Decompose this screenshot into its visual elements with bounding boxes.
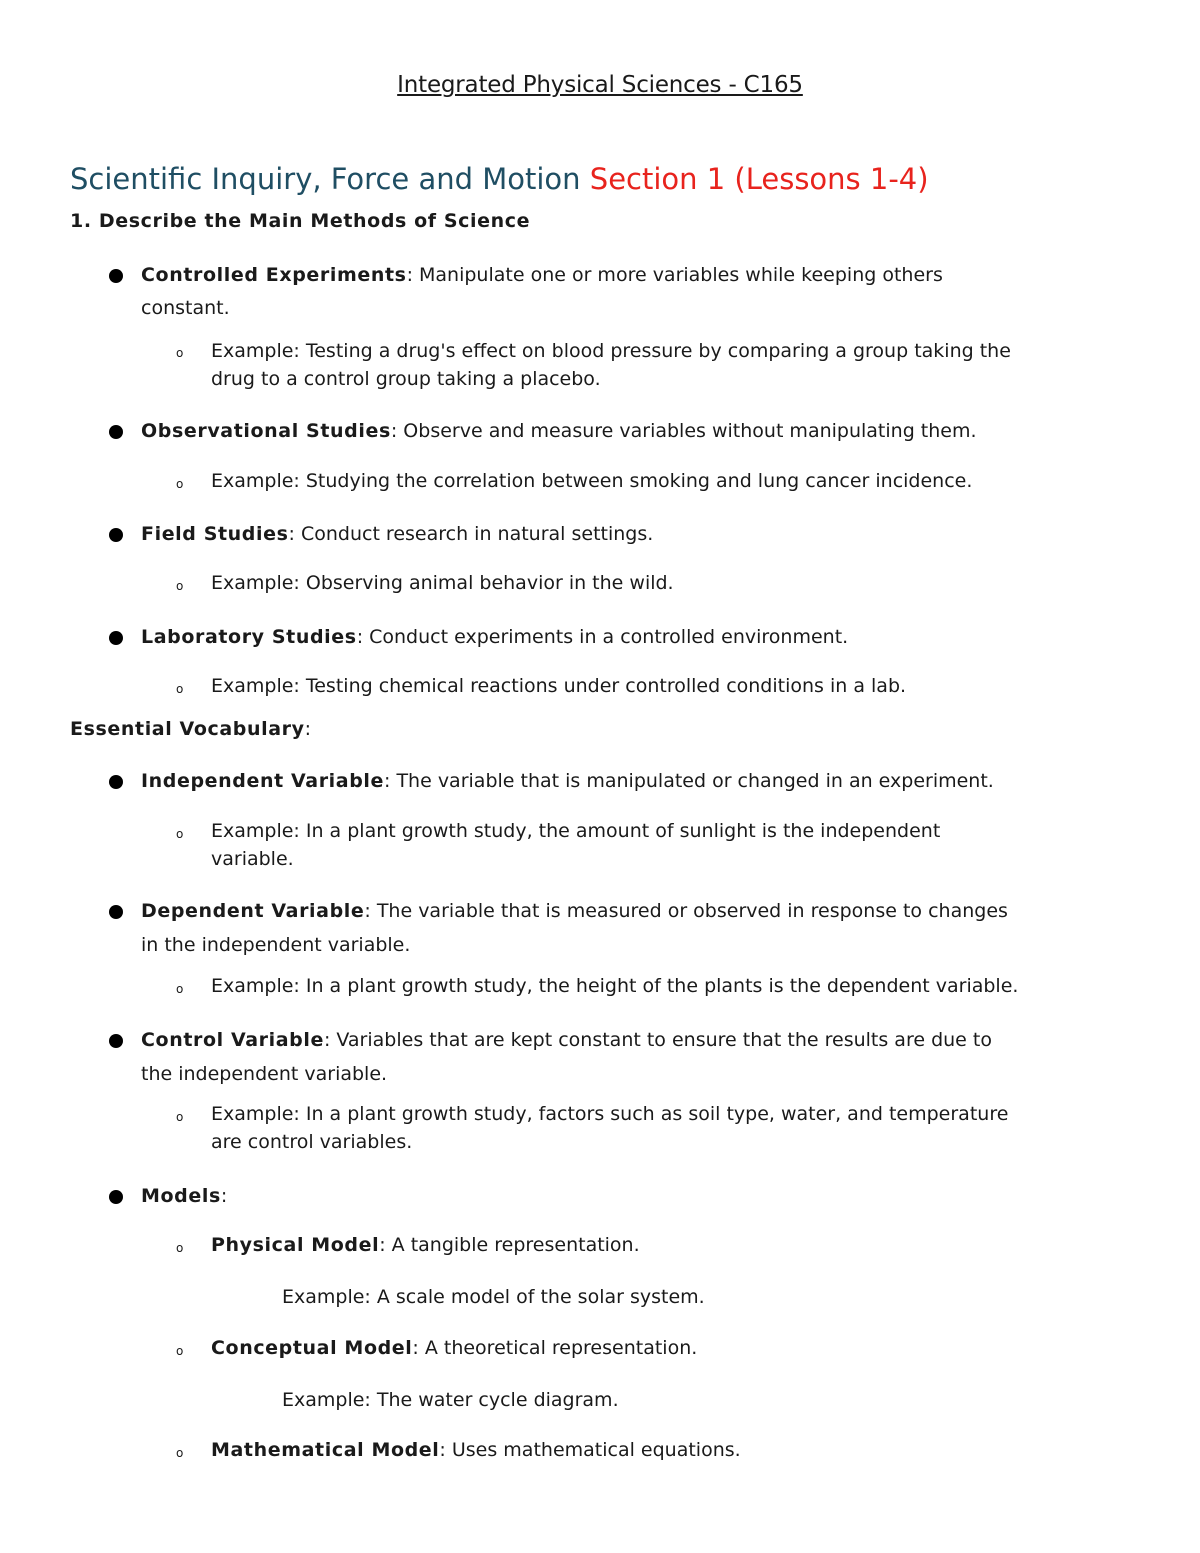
bullet-icon xyxy=(109,269,123,283)
bullet-icon xyxy=(109,425,123,439)
method-item-laboratory-studies xyxy=(141,621,848,653)
example-continuation: variable. xyxy=(211,848,294,870)
method-item-observational-studies xyxy=(141,415,977,447)
term-label: Control Variable xyxy=(141,1029,324,1051)
definition-text: : The variable that is manipulated or changed in an experiment. xyxy=(384,770,994,792)
vocab-item-independent-variable xyxy=(141,765,994,797)
model-item-conceptual xyxy=(211,1334,697,1362)
sub-bullet-icon: o xyxy=(176,982,184,996)
document-title: Integrated Physical Sciences - C165 xyxy=(397,72,803,98)
definition-text: : Variables that are kept constant to ensure that the results are due to xyxy=(323,1029,992,1051)
model-item-physical xyxy=(211,1231,640,1259)
example-continuation: are control variables. xyxy=(211,1131,413,1153)
example-text: Example: Testing a drug's effect on blood pressure by comparing a group taking the xyxy=(211,340,1011,362)
sub-bullet-icon: o xyxy=(176,1110,184,1124)
example-text: Example: Testing chemical reactions under controlled conditions in a lab. xyxy=(211,675,907,697)
definition-text: : The variable that is measured or observed in response to changes xyxy=(364,900,1008,922)
sub-bullet-icon: o xyxy=(176,477,184,491)
example-text: Example: In a plant growth study, the height of the plants is the dependent variable. xyxy=(211,975,1019,997)
definition-continuation: the independent variable. xyxy=(141,1063,388,1085)
example-text: Example: In a plant growth study, factors such as soil type, water, and temperature xyxy=(211,1103,1009,1125)
term-label: Mathematical Model xyxy=(211,1439,440,1461)
sub-bullet-icon: o xyxy=(176,579,184,593)
example-text: Example: In a plant growth study, the amount of sunlight is the independent xyxy=(211,820,941,842)
term-label: Laboratory Studies xyxy=(141,626,357,648)
definition-text: : Conduct research in natural settings. xyxy=(288,523,654,545)
vocabulary-heading xyxy=(70,718,311,740)
bullet-icon xyxy=(109,905,123,919)
example-continuation: drug to a control group taking a placebo. xyxy=(211,368,601,390)
method-item-controlled-experiments xyxy=(141,259,943,291)
definition-text: : Observe and measure variables without manipulating them. xyxy=(390,420,977,442)
term-label: Controlled Experiments xyxy=(141,264,407,286)
definition-text: : Conduct experiments in a controlled environment. xyxy=(356,626,849,648)
vocab-item-dependent-variable xyxy=(141,895,1008,927)
vocab-item-control-variable xyxy=(141,1024,992,1056)
sub-bullet-icon: o xyxy=(176,1446,184,1460)
sub-bullet-icon: o xyxy=(176,1344,184,1358)
term-label: Dependent Variable xyxy=(141,900,365,922)
sub-bullet-icon: o xyxy=(176,346,184,360)
example-text: Example: Observing animal behavior in the wild. xyxy=(211,572,674,594)
definition-text: : Uses mathematical equations. xyxy=(439,1439,741,1461)
term-label: Independent Variable xyxy=(141,770,384,792)
vocabulary-heading-label: Essential Vocabulary xyxy=(70,718,305,740)
definition-continuation: constant. xyxy=(141,297,230,319)
bullet-icon xyxy=(109,775,123,789)
model-item-mathematical xyxy=(211,1436,741,1464)
sub-bullet-icon: o xyxy=(176,682,184,696)
definition-continuation: in the independent variable. xyxy=(141,934,411,956)
model-example-text: Example: A scale model of the solar system. xyxy=(282,1286,705,1308)
definition-text: : A tangible representation. xyxy=(379,1234,640,1256)
method-item-field-studies xyxy=(141,518,653,550)
term-label: Physical Model xyxy=(211,1234,380,1256)
term-label: Models xyxy=(141,1185,221,1207)
vocab-item-models xyxy=(141,1180,227,1212)
heading-section-label: Section 1 (Lessons 1-4) xyxy=(589,162,929,196)
methods-subheading: 1. Describe the Main Methods of Science xyxy=(70,210,531,232)
example-text: Example: Studying the correlation between smoking and lung cancer incidence. xyxy=(211,470,973,492)
bullet-icon xyxy=(109,631,123,645)
term-label: Field Studies xyxy=(141,523,289,545)
definition-text: : Manipulate one or more variables while keeping others xyxy=(406,264,943,286)
term-label: Observational Studies xyxy=(141,420,391,442)
definition-text: : xyxy=(220,1185,228,1207)
bullet-icon xyxy=(109,1034,123,1048)
model-example-text: Example: The water cycle diagram. xyxy=(282,1389,619,1411)
sub-bullet-icon: o xyxy=(176,827,184,841)
vocabulary-heading-colon: : xyxy=(304,718,311,740)
definition-text: : A theoretical representation. xyxy=(412,1337,698,1359)
heading-main: Scientific Inquiry, Force and Motion xyxy=(70,162,590,196)
section-heading xyxy=(70,162,929,196)
term-label: Conceptual Model xyxy=(211,1337,413,1359)
bullet-icon xyxy=(109,1190,123,1204)
sub-bullet-icon: o xyxy=(176,1241,184,1255)
bullet-icon xyxy=(109,528,123,542)
